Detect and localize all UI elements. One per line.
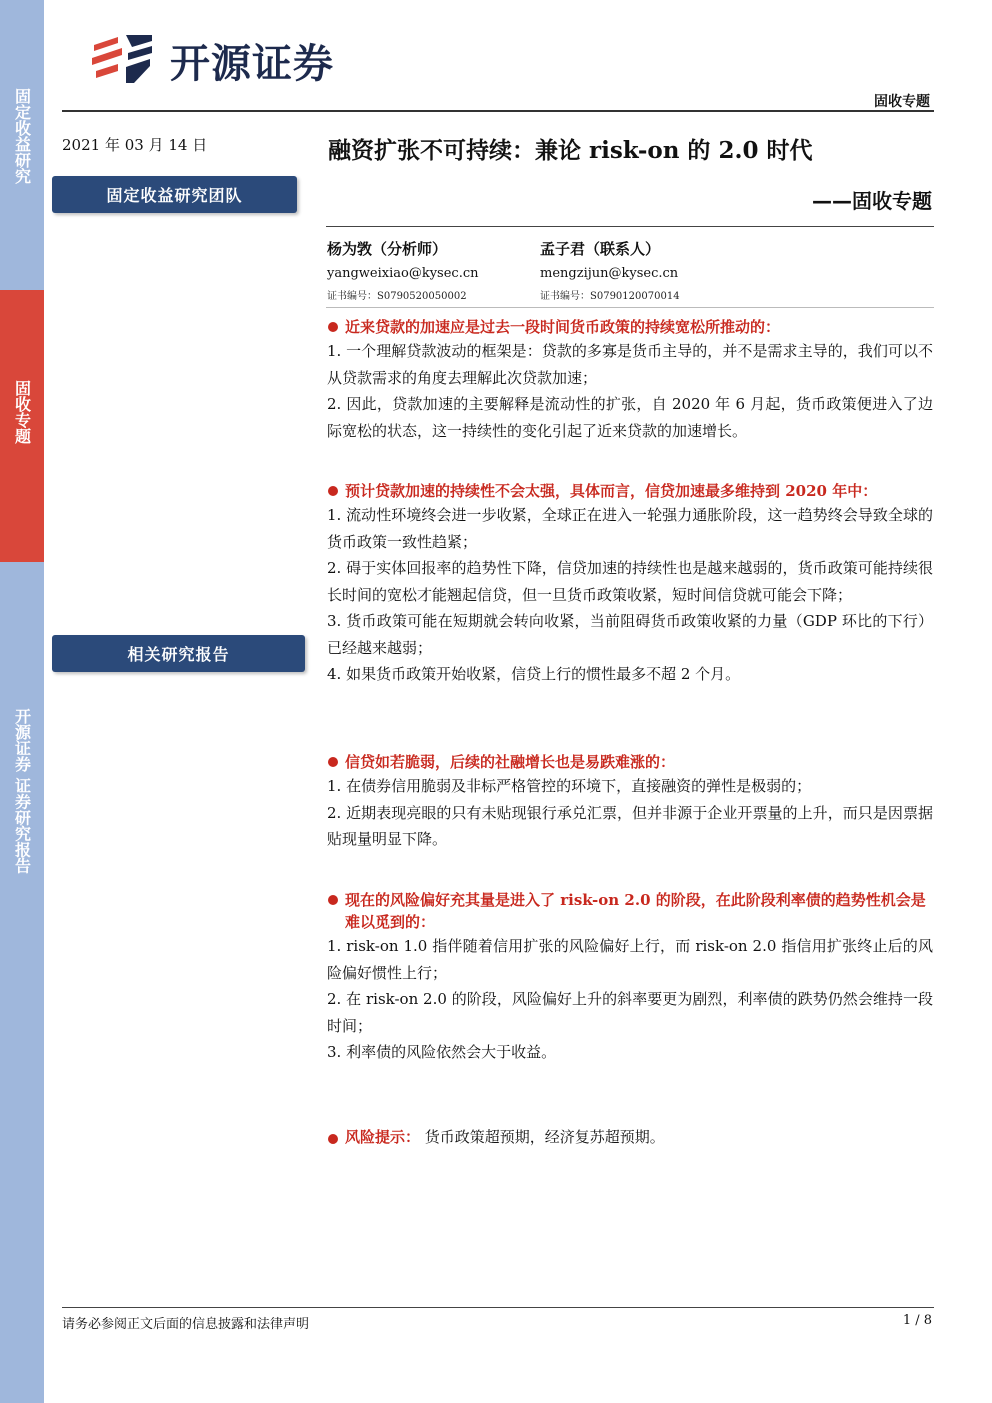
author-email: mengzijun@kysec.cn: [540, 266, 679, 281]
section-item: 1. 流动性环境终会进一步收紧，全球正在进入一轮强力通胀阶段，这一趋势终会导致全球的货币政策一致性趋紧；: [327, 506, 933, 551]
side-label-brand-report: 开源证券 证券研究报告: [12, 708, 32, 874]
page-number: 1 / 8: [902, 1313, 932, 1328]
section-item: 3. 货币政策可能在短期就会转向收紧，当前阻碍货币政策收紧的力量（GDP 环比的下行）已经越来越弱；: [327, 612, 933, 657]
summary-section-3: [327, 751, 933, 853]
section-item: 2. 碍于实体回报率的趋势性下降，信贷加速的持续性也是越来越弱的，货币政策可能持续很长时间的宽松才能翘起信贷，但一旦货币政策收紧，短时间信贷就可能会下降；: [327, 559, 933, 604]
author-name: 杨为敩（分析师）: [327, 240, 448, 258]
section-item: 2. 在 risk-on 2.0 的阶段，风险偏好上升的斜率要更为剧烈，利率债的跌势仍然会维持一段时间；: [327, 990, 933, 1035]
section-heading: 预计贷款加速的持续性不会太强，具体而言，信贷加速最多维持到 2020 年中：: [327, 480, 933, 502]
author-cert: 证书编号：S0790520050002: [327, 291, 467, 302]
author-name: 孟子君（联系人）: [540, 240, 661, 258]
report-date: 2021 年 03 月 14 日: [62, 136, 208, 154]
related-reports-box: 相关研究报告: [52, 635, 305, 672]
side-label-fixed-income: 固定收益研究: [12, 88, 32, 184]
risk-notice: [327, 1126, 933, 1148]
side-label-topic: 固收专题: [12, 380, 32, 444]
brand-name: 开源证券: [170, 40, 334, 87]
footer-divider: [62, 1307, 934, 1308]
risk-label: 风险提示：: [327, 1128, 420, 1146]
section-item: 1. risk-on 1.0 指伴随着信用扩张的风险偏好上行，而 risk-on 2.0 指信用扩张终止后的风险偏好惯性上行；: [327, 937, 933, 982]
risk-text: 货币政策超预期，经济复苏超预期。: [424, 1128, 665, 1146]
section-item: 1. 一个理解贷款波动的框架是：贷款的多寡是货币主导的，并不是需求主导的，我们可以不从贷款需求的角度去理解此次贷款加速；: [327, 342, 933, 387]
summary-section-2: [327, 480, 933, 688]
author-divider: [326, 307, 934, 308]
header-category-tag: 固收专题: [874, 94, 930, 110]
section-heading: 近来贷款的加速应是过去一段时间货币政策的持续宽松所推动的：: [327, 316, 933, 338]
header-divider: [62, 110, 934, 112]
side-strip: [0, 0, 44, 1403]
author-cert: 证书编号：S0790120070014: [540, 291, 680, 302]
section-item: 2. 因此，贷款加速的主要解释是流动性的扩张，自 2020 年 6 月起，货币政策便进入了边际宽松的状态，这一持续性的变化引起了近来贷款的加速增长。: [327, 395, 933, 440]
summary-section-1: [327, 316, 933, 444]
report-title: 融资扩张不可持续：兼论 risk-on 的 2.0 时代: [328, 137, 813, 164]
author-block: [327, 238, 479, 302]
title-divider: [326, 226, 934, 227]
section-heading: 现在的风险偏好充其量是进入了 risk-on 2.0 的阶段，在此阶段利率债的趋势性机会是难以觅到的：: [327, 889, 933, 933]
brand-logo-icon: [88, 31, 158, 89]
section-item: 2. 近期表现亮眼的只有未贴现银行承兑汇票，但并非源于企业开票量的上升，而只是因票据贴现量明显下降。: [327, 803, 933, 848]
summary-section-4: [327, 889, 933, 1066]
section-item: 1. 在债券信用脆弱及非标严格管控的环境下，直接融资的弹性是极弱的；: [327, 777, 812, 795]
footer-disclaimer: 请务必参阅正文后面的信息披露和法律声明: [62, 1317, 310, 1332]
author-block: [540, 238, 680, 302]
section-item: 4. 如果货币政策开始收紧，信贷上行的惯性最多不超 2 个月。: [327, 665, 741, 683]
section-heading: 信贷如若脆弱，后续的社融增长也是易跌难涨的：: [327, 751, 933, 773]
section-item: 3. 利率债的风险依然会大于收益。: [327, 1043, 557, 1061]
team-label-box: 固定收益研究团队: [52, 176, 297, 213]
brand-logo: [88, 30, 334, 90]
author-email: yangweixiao@kysec.cn: [327, 266, 479, 281]
report-subtitle: ——固收专题: [812, 189, 932, 213]
